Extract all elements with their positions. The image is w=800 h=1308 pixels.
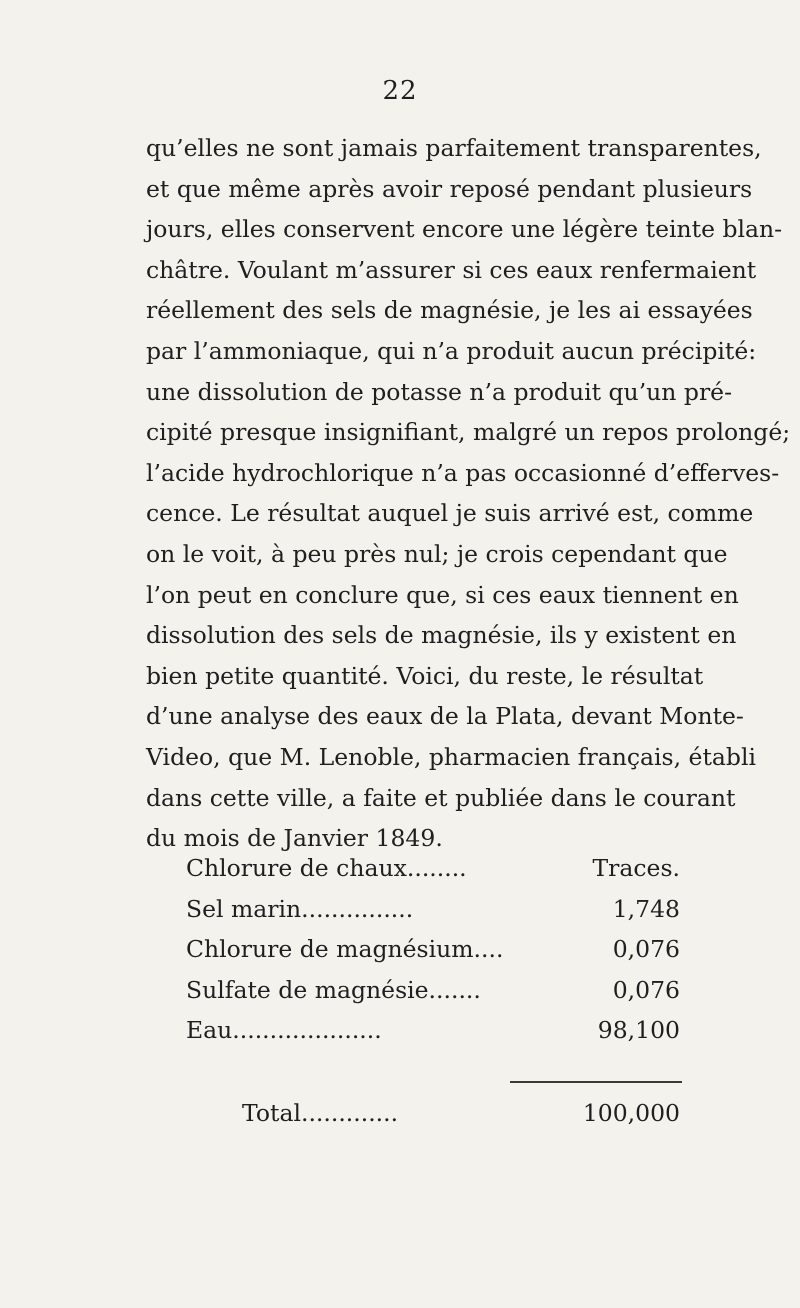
text-line: dans cette ville, a faite et publiée dans le courant bbox=[146, 783, 736, 812]
text-line: on le voit, à peu près nul; je crois cependant que bbox=[146, 539, 728, 568]
page-number: 22 bbox=[382, 76, 418, 106]
text-line: et que même après avoir reposé pendant plusieurs bbox=[146, 174, 753, 203]
body-paragraph bbox=[146, 128, 791, 859]
table-row bbox=[186, 929, 680, 970]
text-line: une dissolution de potasse n’a produit qu’un pré- bbox=[146, 377, 733, 406]
text-line: l’on peut en conclure que, si ces eaux tiennent en bbox=[146, 580, 739, 609]
table-row bbox=[242, 1093, 680, 1134]
row-label: Chlorure de chaux........ bbox=[186, 854, 467, 882]
text-line: jours, elles conservent encore une légère teinte blan- bbox=[146, 215, 783, 244]
row-value: Traces. bbox=[592, 854, 680, 882]
total-row bbox=[242, 1093, 680, 1134]
text-line: châtre. Voulant m’assurer si ces eaux renfermaient bbox=[146, 255, 757, 284]
text-line: cipité presque insignifiant, malgré un repos prolongé; bbox=[146, 418, 791, 447]
text-line: l’acide hydrochlorique n’a pas occasionné d’efferves- bbox=[146, 458, 780, 487]
text-line: du mois de Janvier 1849. bbox=[146, 824, 443, 853]
row-value: 1,748 bbox=[612, 894, 680, 923]
text-line: bien petite quantité. Voici, du reste, le résultat bbox=[146, 661, 704, 690]
text-line: dissolution des sels de magnésie, ils y existent en bbox=[146, 621, 737, 650]
row-value: 98,100 bbox=[597, 1016, 680, 1045]
table-row bbox=[186, 848, 680, 889]
table-row bbox=[186, 889, 680, 930]
text-line: qu’elles ne sont jamais parfaitement transparentes, bbox=[146, 134, 762, 162]
text-line: réellement des sels de magnésie, je les ai essayées bbox=[146, 296, 753, 325]
row-label: Sel marin............... bbox=[186, 894, 414, 923]
text-line: Video, que M. Lenoble, pharmacien français, établi bbox=[146, 742, 756, 771]
total-rule bbox=[510, 1081, 682, 1083]
table-row bbox=[186, 970, 680, 1011]
row-value: 0,076 bbox=[612, 935, 680, 964]
text-line: d’une analyse des eaux de la Plata, devant Monte- bbox=[146, 702, 744, 731]
table-row bbox=[186, 1010, 680, 1051]
analysis-table bbox=[186, 848, 680, 1051]
total-label: Total............. bbox=[242, 1099, 399, 1127]
row-label: Sulfate de magnésie....... bbox=[186, 975, 481, 1004]
text-line: cence. Le résultat auquel je suis arrivé est, comme bbox=[146, 499, 754, 528]
row-label: Chlorure de magnésium.... bbox=[186, 935, 504, 964]
row-value: 0,076 bbox=[612, 975, 680, 1004]
text-line: par l’ammoniaque, qui n’a produit aucun précipité: bbox=[146, 336, 757, 365]
row-label: Eau.................... bbox=[186, 1016, 382, 1045]
total-value: 100,000 bbox=[582, 1099, 680, 1127]
